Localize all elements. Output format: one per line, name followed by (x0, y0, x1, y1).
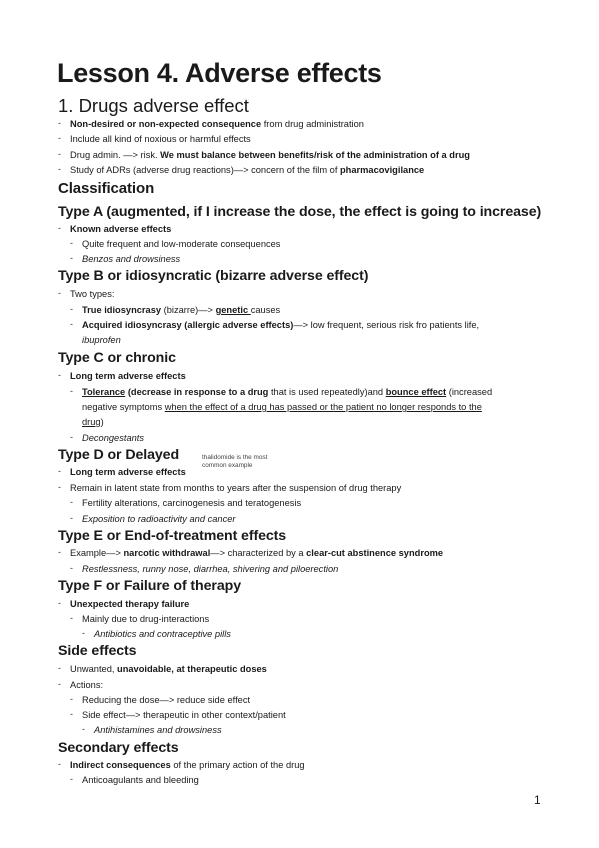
bullet-dash: - (58, 288, 61, 298)
type-c-line: Decongestants (82, 433, 145, 443)
type-b-line: Acquired idiosyncrasy (allergic adverse effects)—> low frequent, serious risk fro patients life, (82, 320, 480, 330)
intro-line-2: Include all kind of noxious or harmful effects (70, 134, 251, 144)
type-e-heading: Type E or End-of-treatment effects (58, 528, 287, 544)
bullet-dash: - (58, 149, 61, 159)
bullet-dash: - (58, 164, 61, 174)
side-line: Actions: (70, 680, 104, 690)
type-b-line: True idiosyncrasy (bizarre)—> genetic causes (82, 305, 281, 315)
type-b-line: Two types: (70, 289, 115, 299)
side-line: Antihistamines and drowsiness (94, 725, 222, 735)
type-c-line: drug) (82, 417, 104, 427)
type-c-line: Long term adverse effects (70, 371, 186, 381)
type-f-line: Unexpected therapy failure (70, 599, 190, 609)
section-heading: 1. Drugs adverse effect (58, 95, 249, 116)
bullet-dash: - (58, 118, 61, 128)
page-number: 1 (534, 793, 541, 807)
side-line: Reducing the dose—> reduce side effect (82, 695, 251, 705)
type-a-line: Benzos and drowsiness (82, 254, 181, 264)
bullet-dash: - (70, 304, 73, 314)
bullet-dash: - (58, 466, 61, 476)
type-b-heading: Type B or idiosyncratic (bizarre adverse effect) (58, 268, 369, 284)
secondary-line: Anticoagulants and bleeding (82, 775, 199, 785)
secondary-line: Indirect consequences of the primary action of the drug (70, 760, 305, 770)
intro-line-1: Non-desired or non-expected consequence from drug administration (70, 119, 364, 129)
bullet-dash: - (70, 253, 73, 263)
type-e-line: Restlessness, runny nose, diarrhea, shivering and piloerection (82, 564, 339, 574)
type-a-line: Quite frequent and low-moderate consequences (82, 239, 281, 249)
type-d-line: Remain in latent state from months to years after the suspension of drug therapy (70, 483, 402, 493)
side-line: Unwanted, unavoidable, at therapeutic doses (70, 664, 267, 674)
bullet-dash: - (70, 613, 73, 623)
type-a-heading: Type A (augmented, if I increase the dose, the effect is going to increase) (58, 204, 542, 220)
type-b-line: ibuprofen (82, 335, 121, 345)
bullet-dash: - (58, 547, 61, 557)
type-d-heading: Type D or Delayed (58, 447, 180, 463)
bullet-dash: - (70, 497, 73, 507)
bullet-dash: - (70, 432, 73, 442)
type-d-line: Exposition to radioactivity and cancer (82, 514, 236, 524)
page-title: Lesson 4. Adverse effects (57, 58, 382, 88)
bullet-dash: - (82, 724, 85, 734)
type-d-line: Long term adverse effects (70, 467, 186, 477)
bullet-dash: - (70, 386, 73, 396)
bullet-dash: - (58, 482, 61, 492)
classification-heading: Classification (58, 180, 155, 197)
bullet-dash: - (70, 238, 73, 248)
intro-line-4: Study of ADRs (adverse drug reactions)—> concern of the film of pharmacovigilance (70, 165, 425, 175)
type-a-line: Known adverse effects (70, 224, 172, 234)
bullet-dash: - (58, 663, 61, 673)
bullet-dash: - (58, 598, 61, 608)
bullet-dash: - (58, 759, 61, 769)
type-c-line: Tolerance (decrease in response to a drug that is used repeatedly)and bounce effect (increased (82, 387, 493, 397)
type-f-line: Antibiotics and contraceptive pills (94, 629, 231, 639)
bullet-dash: - (70, 774, 73, 784)
bullet-dash: - (70, 513, 73, 523)
bullet-dash: - (70, 319, 73, 329)
bullet-dash: - (58, 223, 61, 233)
type-f-heading: Type F or Failure of therapy (58, 578, 241, 594)
type-d-line: Fertility alterations, carcinogenesis and teratogenesis (82, 498, 302, 508)
intro-line-3: Drug admin. —> risk. We must balance between benefits/risk of the administration of a drug (70, 150, 470, 160)
type-e-line: Example—> narcotic withdrawal—> characterized by a clear-cut abstinence syndrome (70, 548, 444, 558)
bullet-dash: - (58, 679, 61, 689)
secondary-effects-heading: Secondary effects (58, 740, 179, 756)
bullet-dash: - (70, 694, 73, 704)
bullet-dash: - (82, 628, 85, 638)
bullet-dash: - (70, 563, 73, 573)
type-c-line: negative symptoms when the effect of a drug has passed or the patient no longer responds to the (82, 402, 482, 412)
side-effects-heading: Side effects (58, 643, 137, 659)
margin-note: thalidomide is the most common example (202, 454, 268, 469)
type-f-line: Mainly due to drug-interactions (82, 614, 210, 624)
bullet-dash: - (58, 133, 61, 143)
bullet-dash: - (58, 370, 61, 380)
bullet-dash: - (70, 709, 73, 719)
type-c-heading: Type C or chronic (58, 350, 176, 366)
side-line: Side effect—> therapeutic in other context/patient (82, 710, 286, 720)
